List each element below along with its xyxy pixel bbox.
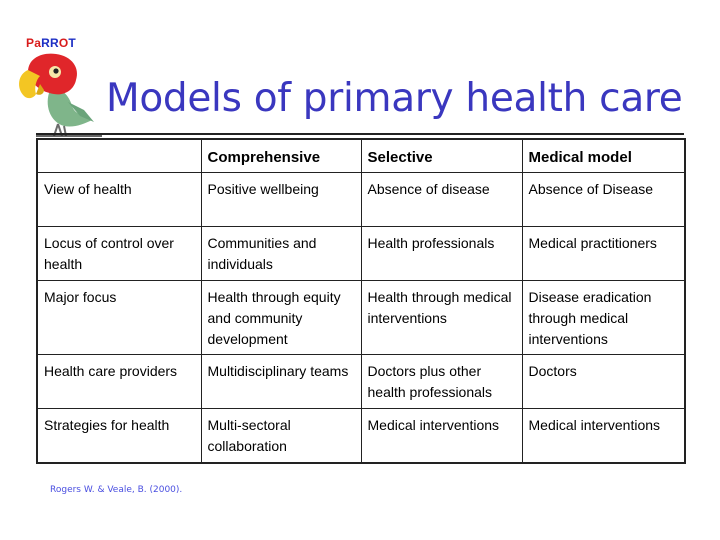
table-cell: Absence of disease bbox=[361, 173, 522, 227]
citation-footnote: Rogers W. & Veale, B. (2000). bbox=[50, 485, 183, 495]
column-header: Comprehensive bbox=[201, 139, 361, 173]
table-cell: Doctors bbox=[522, 355, 685, 409]
parrot-icon bbox=[14, 50, 104, 138]
table-cell: Health professionals bbox=[361, 227, 522, 281]
slide-title: Models of primary health care bbox=[106, 76, 683, 121]
table-row bbox=[37, 281, 685, 355]
table-cell: Disease eradication through medical interventions bbox=[522, 281, 685, 355]
logo-text-part: O bbox=[58, 36, 69, 50]
table-cell: Multidisciplinary teams bbox=[201, 355, 361, 409]
row-label: Health care providers bbox=[37, 355, 201, 409]
table-row bbox=[37, 227, 685, 281]
table-row bbox=[37, 173, 685, 227]
table-cell: Medical practitioners bbox=[522, 227, 685, 281]
comparison-table bbox=[36, 138, 686, 464]
parrot-logo-text bbox=[26, 36, 76, 50]
table-cell: Absence of Disease bbox=[522, 173, 685, 227]
column-header: Selective bbox=[361, 139, 522, 173]
logo-text-part: Pa bbox=[26, 36, 42, 50]
table-cell: Medical interventions bbox=[522, 409, 685, 463]
table-row bbox=[37, 355, 685, 409]
column-header bbox=[37, 139, 201, 173]
row-label: Major focus bbox=[37, 281, 201, 355]
column-header: Medical model bbox=[522, 139, 685, 173]
table-cell: Health through equity and community development bbox=[201, 281, 361, 355]
table-header-row bbox=[37, 139, 685, 173]
logo-text-part: RR bbox=[41, 36, 59, 50]
table-cell: Health through medical interventions bbox=[361, 281, 522, 355]
table-cell: Medical interventions bbox=[361, 409, 522, 463]
logo-text-part: T bbox=[68, 36, 76, 50]
table-cell: Positive wellbeing bbox=[201, 173, 361, 227]
title-underline bbox=[36, 133, 684, 135]
table-cell: Communities and individuals bbox=[201, 227, 361, 281]
row-label: Locus of control over health bbox=[37, 227, 201, 281]
table-cell: Doctors plus other health professionals bbox=[361, 355, 522, 409]
row-label: Strategies for health bbox=[37, 409, 201, 463]
table-row bbox=[37, 409, 685, 463]
row-label: View of health bbox=[37, 173, 201, 227]
table-cell: Multi-sectoral collaboration bbox=[201, 409, 361, 463]
